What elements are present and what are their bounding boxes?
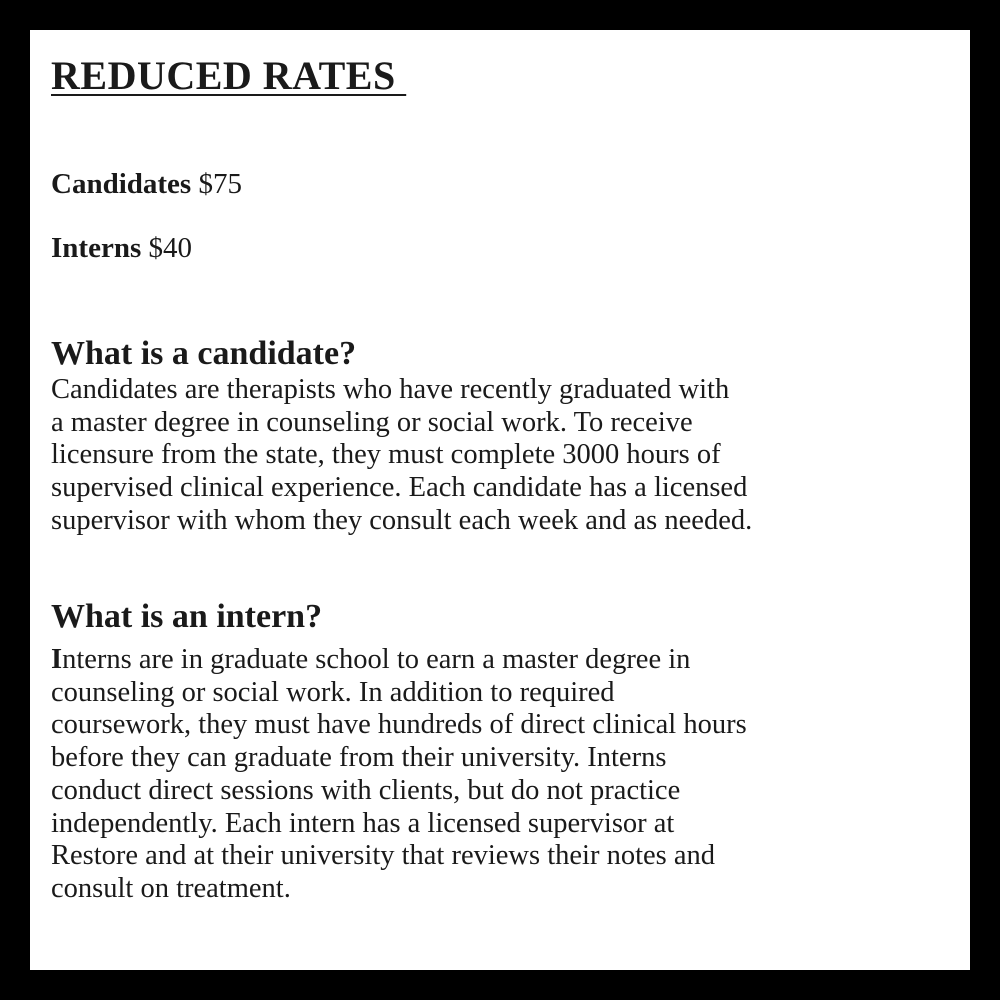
intern-heading: What is an intern? [51,598,323,635]
rates-card [30,30,970,970]
rate-interns [51,234,192,263]
rate-label: Interns [51,232,142,264]
paragraph-line: Candidates are therapists who have recently graduated with [51,374,730,405]
candidate-heading: What is a candidate? [51,335,357,372]
paragraph-line: supervised clinical experience. Each candidate has a licensed [51,472,748,504]
first-letter: I [51,644,63,675]
paragraph-line: a master degree in counseling or social work. To receive [51,406,693,438]
page-title: REDUCED RATES [51,53,407,98]
paragraph-line [51,644,963,677]
rate-label: Candidates [51,168,192,200]
paragraph-line: supervisor with whom they consult each week and as needed. [51,504,753,536]
intern-paragraph [51,644,963,906]
rate-price: $75 [198,168,242,200]
paragraph-line: coursework, they must have hundreds of direct clinical hours [51,709,747,741]
paragraph-line: conduct direct sessions with clients, but do not practice [51,774,681,806]
rate-price: $40 [148,232,192,264]
paragraph-line: consult on treatment. [51,872,291,904]
paragraph-line: before they can graduate from their university. Interns [51,742,667,774]
paragraph-line: licensure from the state, they must complete 3000 hours of [51,439,721,471]
rate-candidates [51,170,242,199]
candidate-paragraph [51,374,963,538]
paragraph-line: counseling or social work. In addition to required [51,676,615,708]
first-line-rest: nterns are in graduate school to earn a master degree in [62,644,691,675]
paragraph-line: independently. Each intern has a licensed supervisor at [51,807,675,839]
paragraph-line: Restore and at their university that reviews their notes and [51,840,716,872]
